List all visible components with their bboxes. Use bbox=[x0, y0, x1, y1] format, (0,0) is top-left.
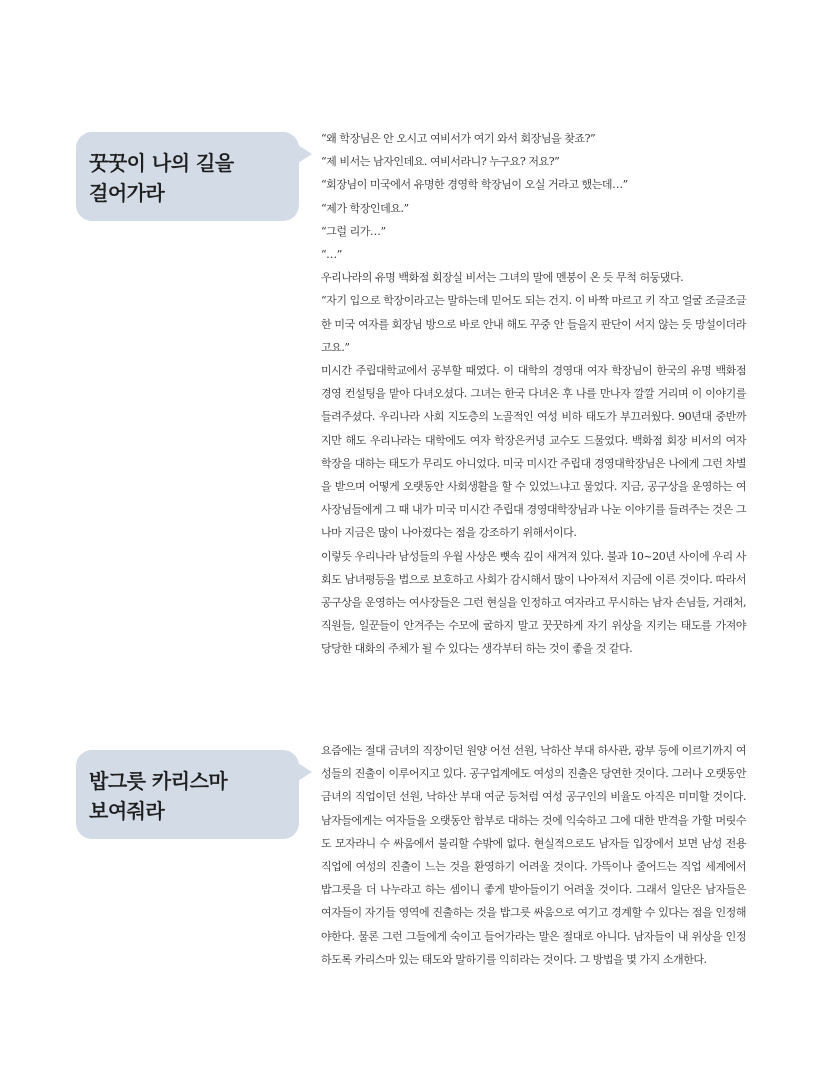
section-body bbox=[321, 739, 746, 971]
section-heading: 꿋꿋이 나의 길을 걸어가라 bbox=[89, 151, 234, 205]
paragraph: 이렇듯 우리나라 남성들의 우월 사상은 뼛속 깊이 새겨져 있다. 불과 10~20년 사이에 우리 사회도 남녀평등을 법으로 보호하고 사회가 감시해서 많이 나아져서 지금에 이른 것이다. 따라서 공구상을 운영하는 여사장들은 그런 현실을 인정하고 여자라고 무시하는 남자 손님들, 거래처, 직원들, 일꾼들이 안겨주는 수모에 굴하지 말고 꿋꿋하게 자기 위상을 지키는 태도를 가져야 당당한 대화의 주체가 될 수 있다는 생각부터 하는 것이 좋을 것 같다. bbox=[321, 549, 746, 656]
section-heading-bubble bbox=[76, 750, 299, 839]
dialogue-line: “회장님이 미국에서 유명한 경영학 학장님이 오실 거라고 했는데…” bbox=[321, 178, 628, 192]
paragraph: “자기 입으로 학장이라고는 말하는데 믿어도 되는 건지. 이 바짝 마르고 키 작고 얼굴 조글조글한 미국 여자를 회장님 방으로 바로 안내 해도 꾸중 안 들을지 판단이 서지 않는 듯 망설이더라고요.” bbox=[321, 294, 746, 354]
dialogue-line: “왜 학장님은 안 오시고 여비서가 여기 와서 회장님을 찾죠?” bbox=[321, 132, 596, 145]
dialogue-line: “제 비서는 남자인데요. 여비서라니? 누구요? 저요?” bbox=[321, 155, 560, 169]
section-heading-bubble bbox=[76, 132, 299, 221]
paragraph: 우리나라의 유명 백화점 회장실 비서는 그녀의 말에 멘붕이 온 듯 무척 허둥댔다. bbox=[321, 271, 684, 285]
paragraph: 미시간 주립대학교에서 공부할 때였다. 이 대학의 경영대 여자 학장님이 한국의 유명 백화점 경영 컨설팅을 맡아 다녀오셨다. 그녀는 한국 다녀온 후 나를 만나자 깔깔 거리며 이 이야기를 들려주셨다. 우리나라 사회 지도층의 노골적인 여성 비하 태도가 부끄러웠다. 90년대 중반까지만 해도 우리나라는 대학에도 여자 학장은커녕 교수도 드물었다. 백화점 회장 비서의 여자 학장을 대하는 태도가 무리도 아니었다. 미국 미시간 주립대 경영대학장님은 나에게 그런 차별을 받으며 어떻게 오랫동안 사회생활을 할 수 있었느냐고 물었다. 지금, 공구상을 운영하는 여사장님들에게 그 때 내가 미국 미시간 주립대 경영대학장님과 나눈 이야기를 들려주는 것은 그나마 지금은 많이 나아졌다는 점을 강조하기 위해서이다. bbox=[321, 364, 746, 540]
dialogue-line: “그럴 리가…” bbox=[321, 224, 386, 238]
section-heading: 밥그릇 카리스마 보여줘라 bbox=[89, 769, 228, 823]
paragraph: 요즘에는 절대 금녀의 직장이던 원양 어선 선원, 낙하산 부대 하사관, 광부 등에 이르기까지 여성들의 진출이 이루어지고 있다. 공구업계에도 여성의 진출은 당연한 것이다. 그러나 오랫동안 금녀의 직업이던 선원, 낙하산 부대 여군 등처럼 여성 공구인의 비율도 아직은 미미할 것이다. 남자들에게는 여자들을 오랫동안 함부로 대하는 것에 익숙하고 그에 대한 반격을 가할 머릿수도 모자라니 수 싸움에서 불리할 수밖에 없다. 현실적으로도 남자들 입장에서 보면 남성 전용 직업에 여성의 진출이 느는 것을 환영하기 어려울 것이다. 가뜩이나 줄어드는 직업 세계에서 밥그릇을 더 나누라고 하는 셈이니 좋게 받아들이기 어려울 것이다. 그래서 일단은 남자들은 여자들이 자기들 영역에 진출하는 것을 밥그릇 싸움으로 여기고 경계할 수 있다는 점을 인정해야한다. 물론 그런 그들에게 숙이고 들어가라는 말은 절대로 아니다. 남자들이 내 위상을 인정하도록 카리스마 있는 태도와 말하기를 익히라는 것이다. 그 방법을 몇 가지 소개한다. bbox=[321, 744, 746, 966]
dialogue-line: “…” bbox=[321, 248, 342, 262]
section-body bbox=[321, 127, 746, 661]
dialogue-line: “제가 학장인데요.” bbox=[321, 201, 409, 215]
